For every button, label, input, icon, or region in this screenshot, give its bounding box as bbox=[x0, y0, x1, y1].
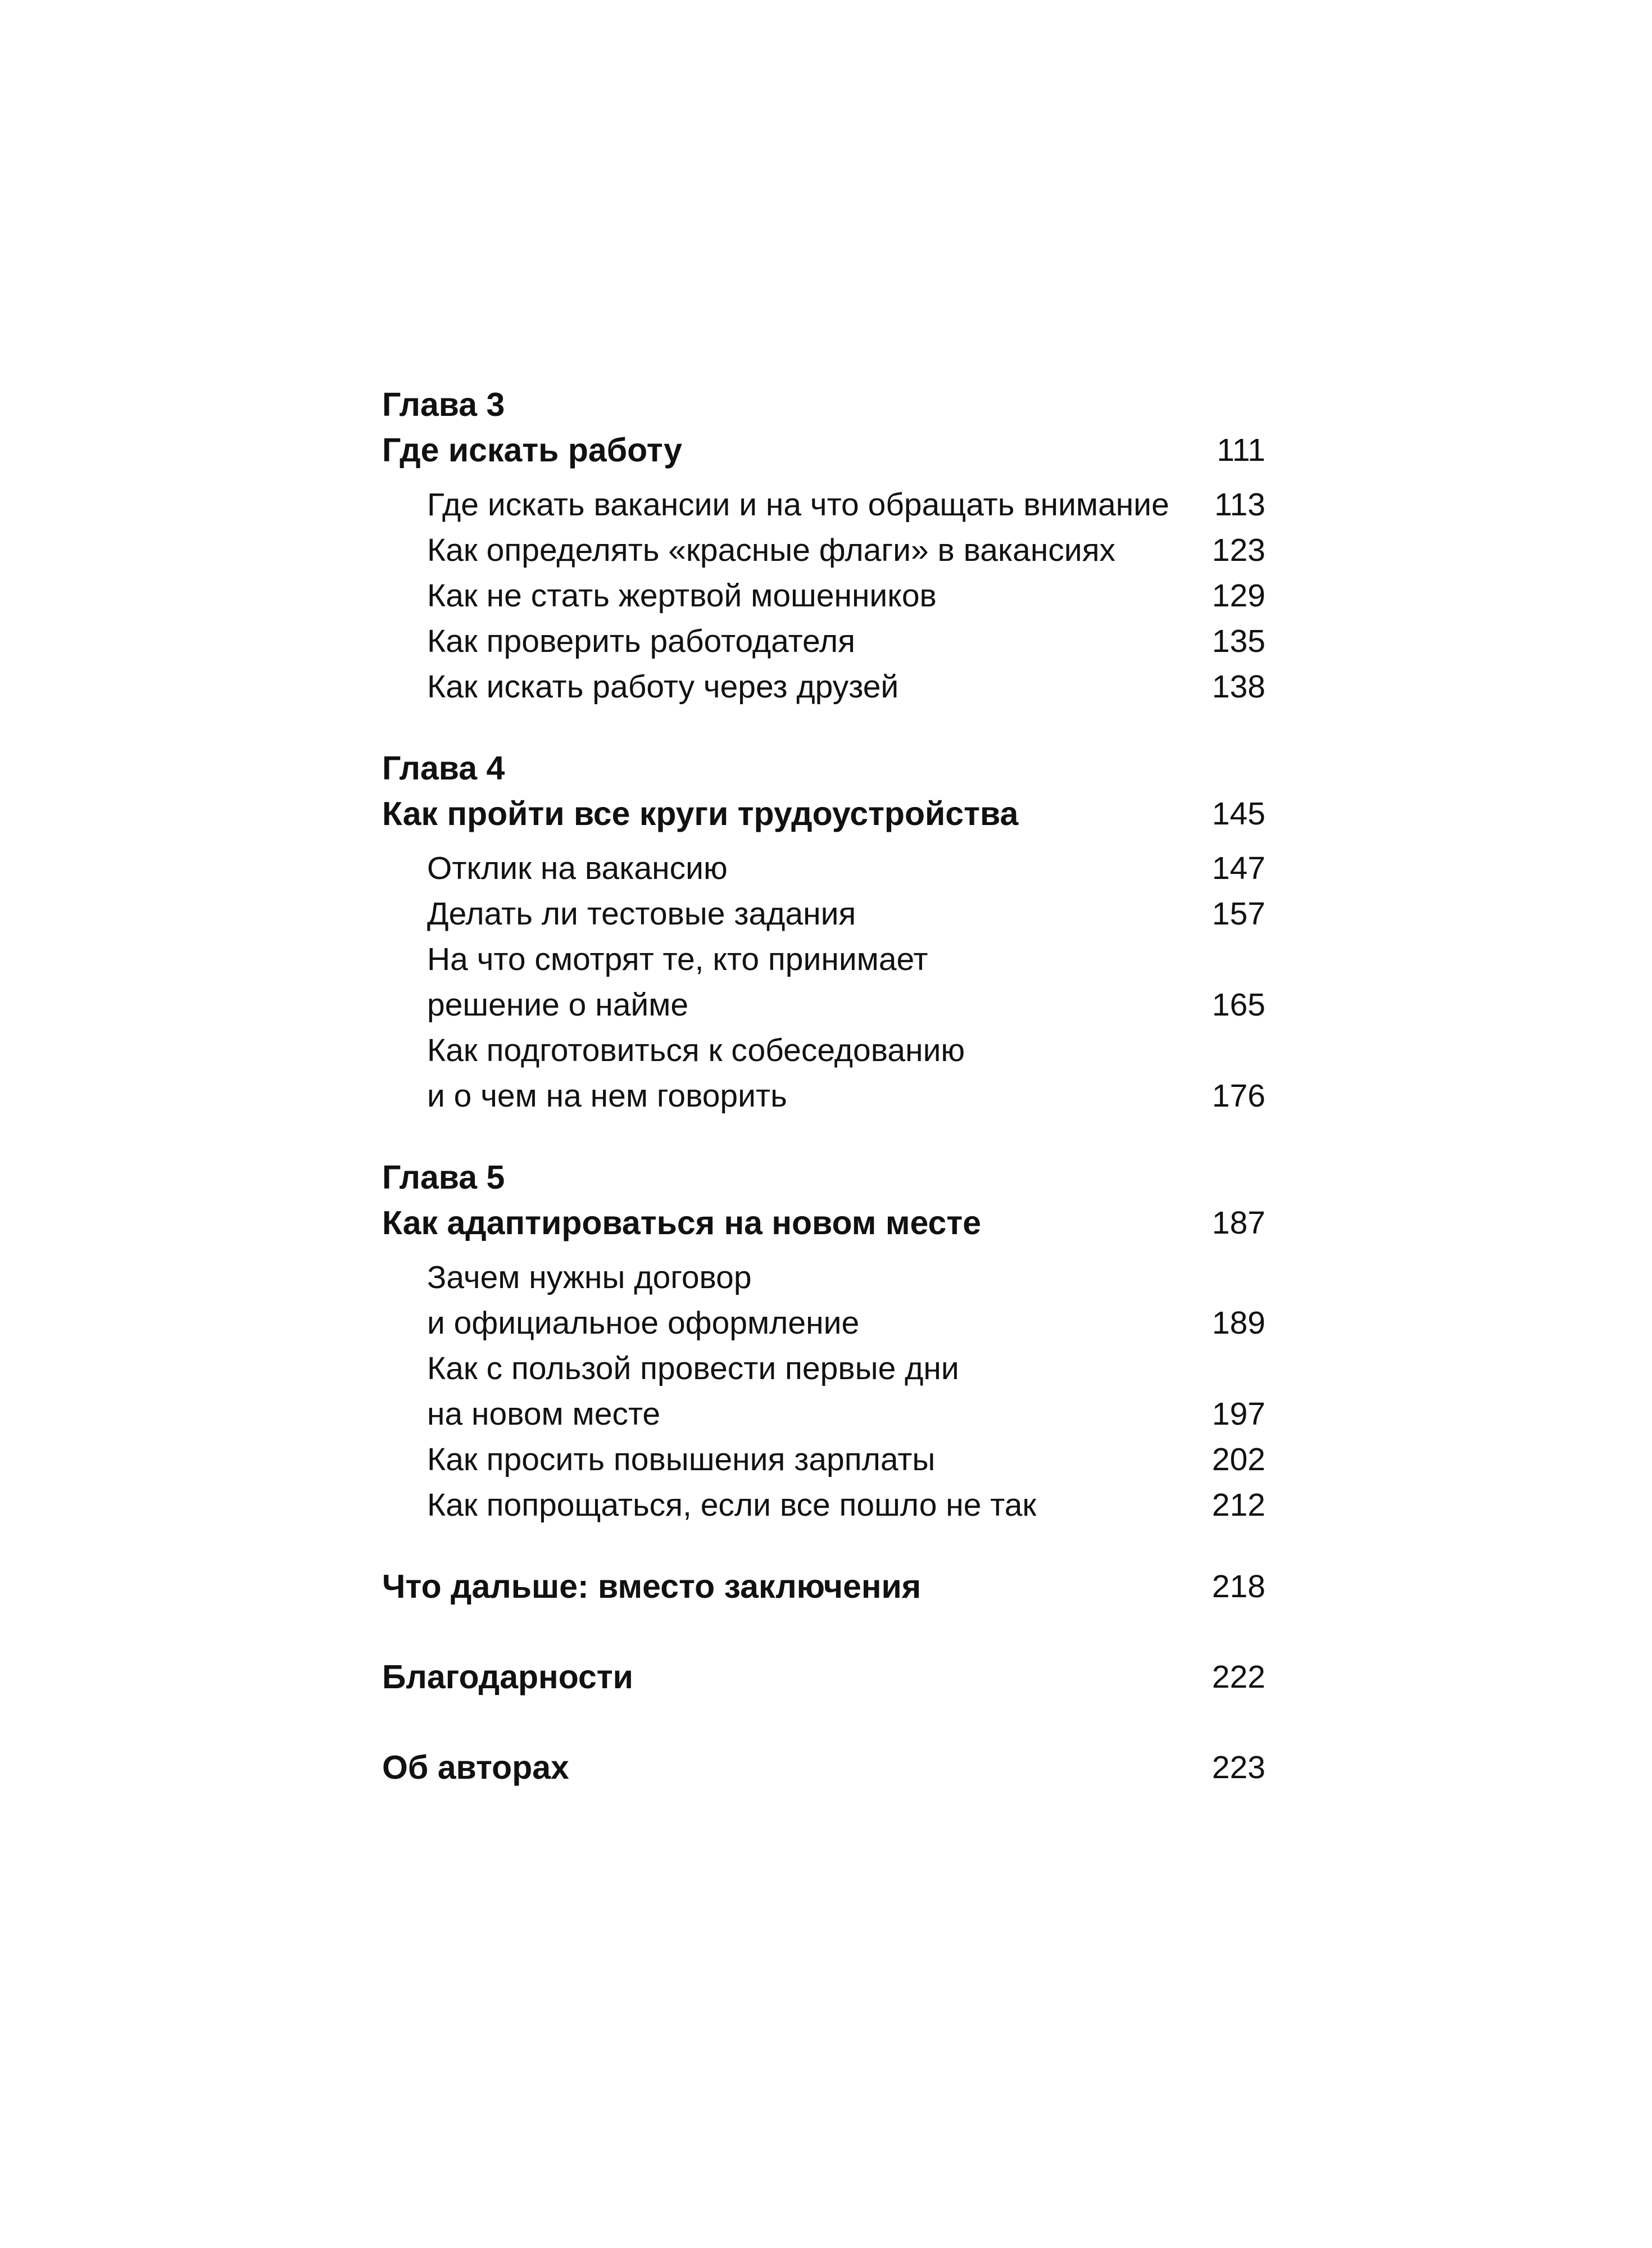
chapter-label: Глава 5 bbox=[382, 1159, 505, 1196]
section-row[interactable] bbox=[382, 482, 1265, 528]
section-title-line: На что смотрят те, кто принимает bbox=[427, 941, 928, 977]
section-title: Как проверить работодателя bbox=[427, 623, 855, 659]
chapter-label: Глава 3 bbox=[382, 386, 505, 423]
section-row-multiline[interactable] bbox=[382, 1346, 1265, 1437]
section-title-line-last bbox=[382, 1392, 1265, 1437]
section-title: Отклик на вакансию bbox=[427, 850, 728, 886]
section-title-line: Как подготовиться к собеседованию bbox=[427, 1032, 965, 1068]
chapter-title: Как адаптироваться на новом месте bbox=[382, 1204, 982, 1241]
ending-row[interactable] bbox=[382, 1655, 1265, 1700]
section-title: решение о найме bbox=[427, 987, 689, 1023]
page-number: 135 bbox=[1211, 623, 1265, 659]
page-number: 145 bbox=[1211, 796, 1265, 832]
ending-title: Об авторах bbox=[382, 1749, 569, 1786]
section-row[interactable] bbox=[382, 573, 1265, 619]
ending-title: Благодарности bbox=[382, 1658, 633, 1696]
section-title-line-last bbox=[382, 982, 1265, 1028]
section-row-multiline[interactable] bbox=[382, 937, 1265, 1028]
page-number: 187 bbox=[1211, 1205, 1265, 1241]
section-row[interactable] bbox=[382, 664, 1265, 710]
page-number: 129 bbox=[1211, 578, 1265, 614]
section-row[interactable] bbox=[382, 619, 1265, 664]
page-number: 147 bbox=[1211, 850, 1265, 886]
section-title: Как просить повышения зарплаты bbox=[427, 1442, 936, 1477]
section-title-line-last bbox=[382, 1300, 1265, 1346]
page-number: 218 bbox=[1211, 1569, 1265, 1605]
section-title: Делать ли тестовые задания bbox=[427, 896, 856, 932]
section-title-line: Зачем нужны договор bbox=[427, 1259, 752, 1295]
section-title: и о чем на нем говорить bbox=[427, 1078, 787, 1114]
page-number: 138 bbox=[1211, 669, 1265, 705]
chapter-3 bbox=[382, 382, 1265, 710]
chapter-title-row[interactable] bbox=[382, 791, 1265, 837]
section-row-multiline[interactable] bbox=[382, 1028, 1265, 1119]
chapter-label: Глава 4 bbox=[382, 750, 505, 787]
section-title: Как искать работу через друзей bbox=[427, 669, 899, 705]
page-number: 223 bbox=[1211, 1750, 1265, 1785]
page-number: 222 bbox=[1211, 1659, 1265, 1695]
chapter-title: Где искать работу bbox=[382, 432, 682, 469]
section-row[interactable] bbox=[382, 891, 1265, 937]
page-number: 123 bbox=[1211, 532, 1265, 568]
ending-row[interactable] bbox=[382, 1564, 1265, 1610]
section-row[interactable] bbox=[382, 1437, 1265, 1483]
section-row-multiline[interactable] bbox=[382, 1255, 1265, 1346]
page-number: 189 bbox=[1211, 1305, 1265, 1341]
section-title-line-last bbox=[382, 1073, 1265, 1119]
chapter-title-row[interactable] bbox=[382, 428, 1265, 473]
chapter-5 bbox=[382, 1155, 1265, 1528]
table-of-contents bbox=[382, 382, 1265, 1791]
chapter-4 bbox=[382, 746, 1265, 1119]
page-number: 212 bbox=[1211, 1487, 1265, 1523]
section-title: и официальное оформление bbox=[427, 1305, 860, 1341]
section-title-line: Как с пользой провести первые дни bbox=[427, 1350, 959, 1386]
page-number: 176 bbox=[1211, 1078, 1265, 1114]
section-row[interactable] bbox=[382, 528, 1265, 573]
closing-entries bbox=[382, 1564, 1265, 1791]
page-number: 197 bbox=[1211, 1396, 1265, 1432]
section-title: Как попрощаться, если все пошло не так bbox=[427, 1487, 1037, 1523]
section-title: Как не стать жертвой мошенников bbox=[427, 578, 937, 614]
page-number: 165 bbox=[1211, 987, 1265, 1023]
section-title: Где искать вакансии и на что обращать внимание bbox=[427, 487, 1169, 523]
chapter-title: Как пройти все круги трудоустройства bbox=[382, 795, 1019, 832]
section-row[interactable] bbox=[382, 1483, 1265, 1528]
page-number: 157 bbox=[1211, 896, 1265, 932]
page-number: 202 bbox=[1211, 1442, 1265, 1477]
section-title: на новом месте bbox=[427, 1396, 661, 1432]
ending-title: Что дальше: вместо заключения bbox=[382, 1568, 922, 1605]
section-row[interactable] bbox=[382, 846, 1265, 891]
chapter-title-row[interactable] bbox=[382, 1200, 1265, 1246]
ending-row[interactable] bbox=[382, 1745, 1265, 1791]
page-number: 111 bbox=[1217, 432, 1265, 468]
page-number: 113 bbox=[1214, 487, 1265, 523]
section-title: Как определять «красные флаги» в вакансиях bbox=[427, 532, 1116, 568]
